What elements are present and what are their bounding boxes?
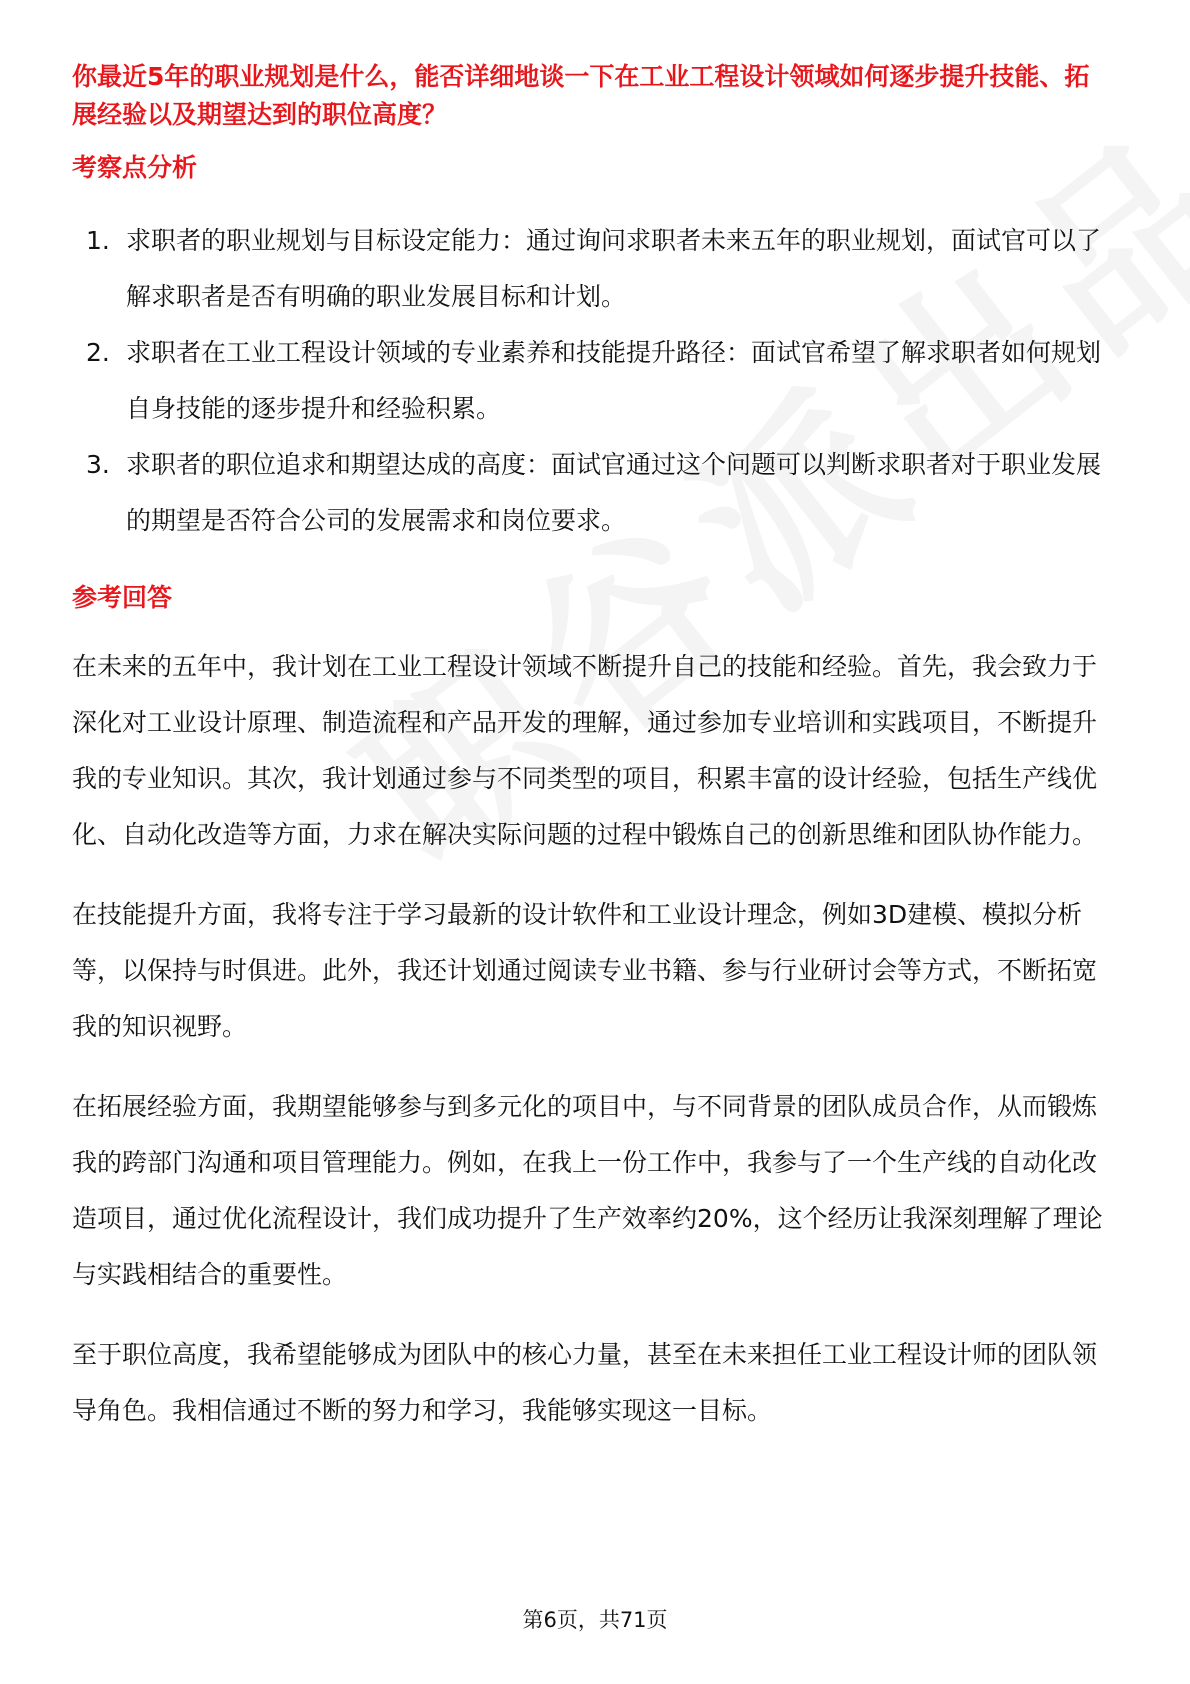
point-text: 求职者在工业工程设计领域的专业素养和技能提升路径：面试官希望了解求职者如何规划自身技能的逐步提升和经验积累。 [126,338,1102,423]
answer-paragraph: 至于职位高度，我希望能够成为团队中的核心力量，甚至在未来担任工业工程设计师的团队领导角色。我相信通过不断的努力和学习，我能够实现这一目标。 [72,1340,1098,1425]
analysis-point [72,325,1112,437]
document-body [72,58,1112,1463]
point-number: 3. [86,450,110,479]
analysis-point [72,437,1112,549]
point-text: 求职者的职业规划与目标设定能力：通过询问求职者未来五年的职业规划，面试官可以了解求职者是否有明确的职业发展目标和计划。 [126,226,1102,311]
analysis-points [72,213,1112,549]
analysis-title: 考察点分析 [72,153,198,182]
reference-answer [72,639,1112,1439]
point-number: 1. [86,226,110,255]
point-number: 2. [86,338,110,367]
answer-paragraph: 在未来的五年中，我计划在工业工程设计领域不断提升自己的技能和经验。首先，我会致力于深化对工业设计原理、制造流程和产品开发的理解，通过参加专业培训和实践项目，不断提升我的专业知识。其次，我计划通过参与不同类型的项目，积累丰富的设计经验，包括生产线优化、自动化改造等方面，力求在解决实际问题的过程中锻炼自己的创新思维和团队协作能力。 [72,652,1098,849]
point-text: 求职者的职位追求和期望达成的高度：面试官通过这个问题可以判断求职者对于职业发展的期望是否符合公司的发展需求和岗位要求。 [126,450,1102,535]
question-heading: 你最近5年的职业规划是什么，能否详细地谈一下在工业工程设计领域如何逐步提升技能、拓展经验以及期望达到的职位高度？ [72,62,1090,129]
analysis-point [72,213,1112,325]
reference-title: 参考回答 [72,583,173,612]
answer-paragraph: 在拓展经验方面，我期望能够参与到多元化的项目中，与不同背景的团队成员合作，从而锻炼我的跨部门沟通和项目管理能力。例如，在我上一份工作中，我参与了一个生产线的自动化改造项目，通过优化流程设计，我们成功提升了生产效率约20%，这个经历让我深刻理解了理论与实践相结合的重要性。 [72,1092,1103,1289]
answer-paragraph: 在技能提升方面，我将专注于学习最新的设计软件和工业设计理念，例如3D建模、模拟分析等，以保持与时俱进。此外，我还计划通过阅读专业书籍、参与行业研讨会等方式，不断拓宽我的知识视野。 [72,900,1098,1041]
page-number: 第6页，共71页 [522,1608,668,1632]
